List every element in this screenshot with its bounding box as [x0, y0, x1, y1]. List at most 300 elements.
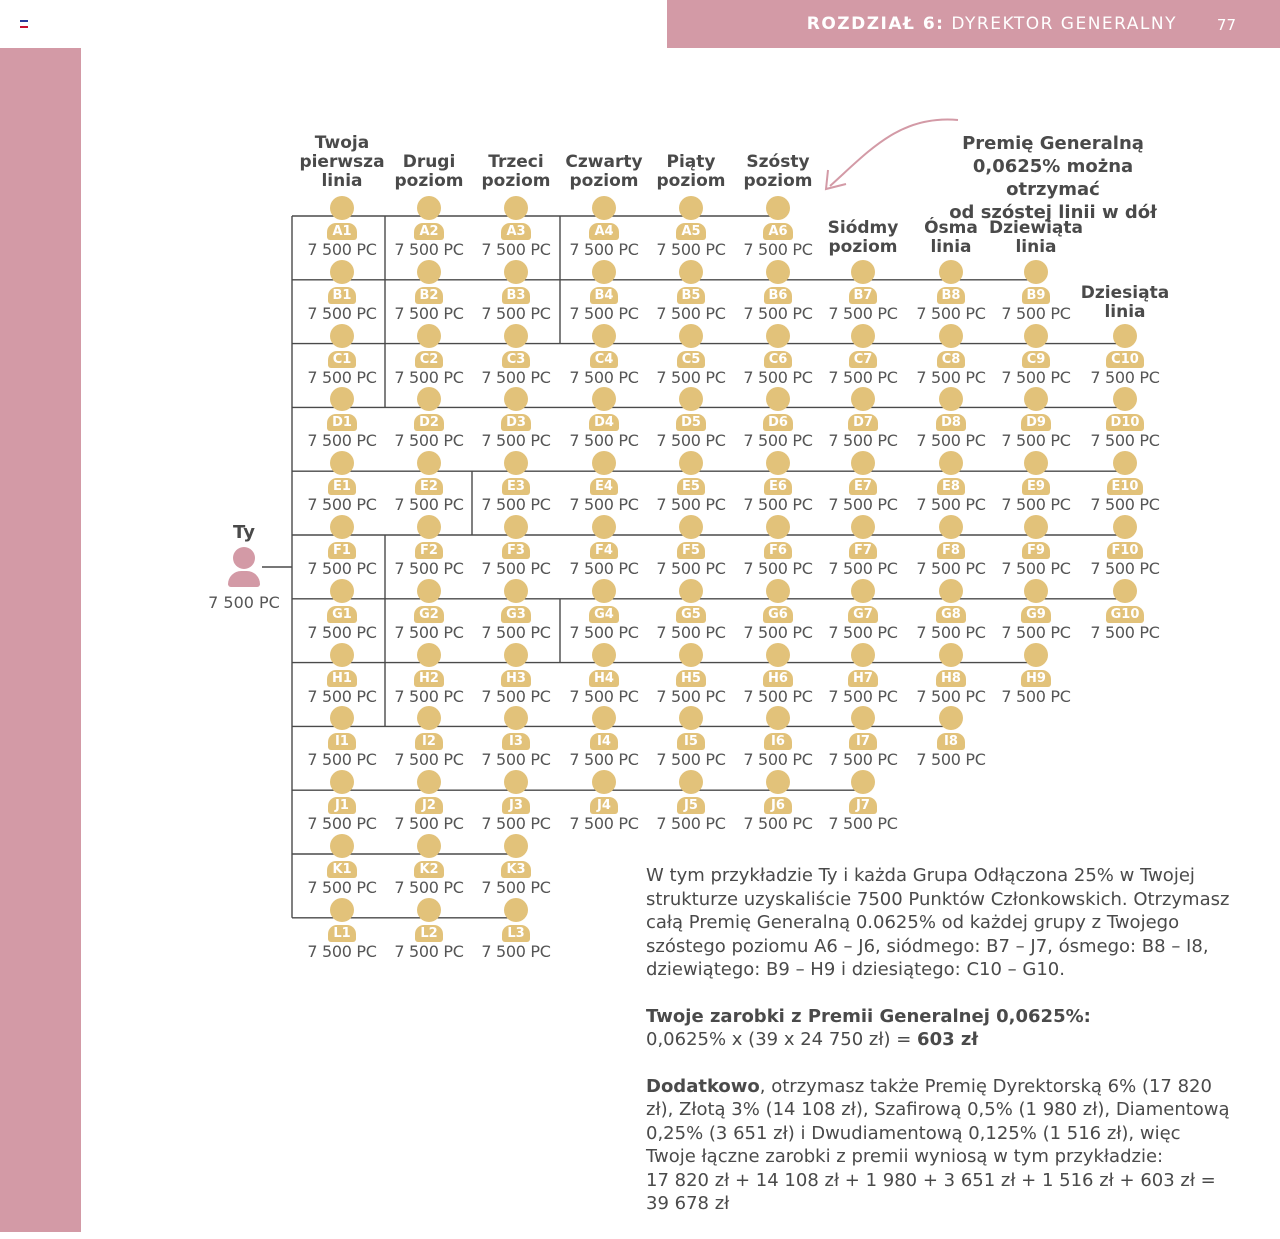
member-id: B4	[590, 287, 619, 304]
member-id: C8	[937, 351, 966, 368]
person-icon	[1113, 387, 1137, 411]
chapter-number: ROZDZIAŁ 6:	[806, 14, 945, 34]
column-label: Siódmy poziom	[827, 218, 899, 257]
member-pc: 7 500 PC	[481, 622, 551, 642]
person-icon	[766, 643, 790, 667]
member-pc: 7 500 PC	[569, 431, 639, 451]
member-node	[991, 451, 1081, 514]
extra-lead: Dodatkowo	[646, 1075, 760, 1097]
member-id: E4	[590, 478, 618, 495]
member-node	[733, 260, 823, 323]
member-id: I7	[849, 733, 877, 750]
member-id: G3	[501, 606, 531, 623]
member-node	[646, 451, 736, 514]
person-icon	[851, 515, 875, 539]
earnings-paragraph	[646, 1005, 1236, 1052]
member-node	[297, 451, 387, 514]
member-pc: 7 500 PC	[916, 367, 986, 387]
member-node	[297, 387, 387, 450]
member-id: L3	[502, 925, 530, 942]
member-id: A4	[589, 223, 618, 240]
person-icon	[679, 706, 703, 730]
member-pc: 7 500 PC	[307, 240, 377, 259]
person-icon	[766, 579, 790, 603]
person-icon	[1113, 324, 1137, 348]
member-id: G9	[1021, 606, 1051, 623]
member-pc: 7 500 PC	[656, 814, 726, 834]
member-node	[733, 770, 823, 833]
member-id: B9	[1022, 287, 1051, 304]
person-icon	[851, 451, 875, 475]
member-id: G8	[936, 606, 966, 623]
person-icon	[330, 324, 354, 348]
person-icon	[592, 260, 616, 284]
member-pc: 7 500 PC	[307, 814, 377, 834]
member-node	[733, 515, 823, 578]
member-node	[297, 643, 387, 706]
column-label: Drugi poziom	[394, 152, 464, 191]
annotation-text: Premię Generalną 0,0625% można otrzymać od szóstej linii w dół	[949, 133, 1157, 223]
member-node	[471, 515, 561, 578]
person-icon	[1024, 515, 1048, 539]
member-id: E1	[328, 478, 356, 495]
member-node	[559, 260, 649, 323]
member-node	[471, 196, 561, 259]
member-node	[906, 324, 996, 387]
member-node	[991, 387, 1081, 450]
person-icon	[504, 451, 528, 475]
member-pc: 7 500 PC	[743, 303, 813, 323]
earnings-formula: 0,0625% x (39 x 24 750 zł) =	[646, 1029, 912, 1050]
member-node	[991, 579, 1081, 642]
member-id: J7	[849, 797, 877, 814]
member-pc: 7 500 PC	[656, 495, 726, 515]
person-icon	[1024, 260, 1048, 284]
member-pc: 7 500 PC	[656, 686, 726, 706]
member-id: J4	[590, 797, 618, 814]
person-icon	[417, 834, 441, 858]
member-pc: 7 500 PC	[743, 750, 813, 770]
person-icon	[766, 387, 790, 411]
member-id: G7	[848, 606, 878, 623]
member-node	[646, 770, 736, 833]
member-id: K3	[501, 861, 530, 878]
person-icon	[417, 898, 441, 922]
member-node	[906, 260, 996, 323]
person-icon	[1024, 579, 1048, 603]
member-id: J1	[328, 797, 356, 814]
member-pc: 7 500 PC	[1001, 686, 1071, 706]
member-pc: 7 500 PC	[481, 686, 551, 706]
member-node	[471, 260, 561, 323]
person-icon	[330, 451, 354, 475]
member-pc: 7 500 PC	[828, 559, 898, 578]
person-icon	[417, 579, 441, 603]
member-node	[384, 515, 474, 578]
person-icon	[504, 260, 528, 284]
member-node	[384, 579, 474, 642]
person-icon	[592, 196, 616, 220]
member-pc: 7 500 PC	[743, 559, 813, 578]
member-pc: 7 500 PC	[743, 686, 813, 706]
member-id: E10	[1107, 478, 1144, 495]
person-icon	[939, 643, 963, 667]
member-pc: 7 500 PC	[916, 750, 986, 770]
member-pc: 7 500 PC	[481, 495, 551, 515]
column-label: Twoja pierwsza linia	[299, 133, 385, 191]
member-node	[818, 770, 908, 833]
you-label: Ty	[233, 522, 255, 543]
member-node	[471, 706, 561, 769]
member-node	[906, 451, 996, 514]
member-id: D1	[327, 414, 357, 431]
member-id: C7	[849, 351, 878, 368]
member-id: G1	[327, 606, 357, 623]
member-pc: 7 500 PC	[916, 431, 986, 451]
member-pc: 7 500 PC	[828, 495, 898, 515]
person-icon	[330, 706, 354, 730]
member-id: B6	[764, 287, 793, 304]
person-icon	[417, 196, 441, 220]
member-node	[1080, 515, 1170, 578]
person-icon	[592, 324, 616, 348]
person-icon	[939, 579, 963, 603]
member-pc: 7 500 PC	[394, 367, 464, 387]
member-node	[733, 196, 823, 259]
member-id: A6	[763, 223, 792, 240]
member-node	[559, 451, 649, 514]
member-pc: 7 500 PC	[394, 686, 464, 706]
person-icon	[504, 706, 528, 730]
person-icon	[330, 643, 354, 667]
member-node	[384, 196, 474, 259]
person-icon	[504, 898, 528, 922]
member-node	[906, 579, 996, 642]
member-pc: 7 500 PC	[307, 941, 377, 961]
member-node	[297, 260, 387, 323]
member-pc: 7 500 PC	[569, 559, 639, 578]
member-pc: 7 500 PC	[743, 431, 813, 451]
member-id: D2	[414, 414, 444, 431]
member-id: H8	[936, 670, 966, 687]
member-pc: 7 500 PC	[394, 622, 464, 642]
member-node	[559, 515, 649, 578]
member-pc: 7 500 PC	[394, 240, 464, 259]
member-pc: 7 500 PC	[481, 559, 551, 578]
member-id: B7	[849, 287, 878, 304]
member-node	[733, 324, 823, 387]
member-pc: 7 500 PC	[743, 814, 813, 834]
person-icon	[851, 770, 875, 794]
member-id: A2	[414, 223, 443, 240]
person-icon	[1024, 324, 1048, 348]
member-node	[559, 196, 649, 259]
member-id: H1	[327, 670, 357, 687]
member-id: B2	[415, 287, 444, 304]
member-pc: 7 500 PC	[481, 750, 551, 770]
member-pc: 7 500 PC	[394, 495, 464, 515]
member-id: G4	[589, 606, 619, 623]
member-node	[297, 770, 387, 833]
member-pc: 7 500 PC	[307, 431, 377, 451]
person-icon	[592, 706, 616, 730]
member-id: D10	[1106, 414, 1145, 431]
column-label: Dziewiąta linia	[989, 218, 1083, 257]
member-pc: 7 500 PC	[481, 814, 551, 834]
member-id: I2	[415, 733, 443, 750]
member-node	[646, 579, 736, 642]
member-pc: 7 500 PC	[828, 750, 898, 770]
member-id: A5	[676, 223, 705, 240]
member-id: F7	[849, 542, 877, 559]
person-icon	[504, 770, 528, 794]
column-label: Trzeci poziom	[481, 152, 551, 191]
explanation-text	[646, 864, 1236, 1239]
member-node	[297, 196, 387, 259]
person-icon	[766, 260, 790, 284]
person-icon	[417, 515, 441, 539]
member-id: H5	[676, 670, 706, 687]
member-id: H4	[589, 670, 619, 687]
member-id: D3	[501, 414, 531, 431]
person-icon	[330, 770, 354, 794]
person-icon	[939, 387, 963, 411]
person-icon	[417, 706, 441, 730]
member-node	[559, 706, 649, 769]
person-icon	[679, 770, 703, 794]
member-id: H2	[414, 670, 444, 687]
member-pc: 7 500 PC	[569, 495, 639, 515]
member-node	[559, 579, 649, 642]
person-icon	[679, 579, 703, 603]
member-pc: 7 500 PC	[307, 750, 377, 770]
member-node	[297, 706, 387, 769]
member-pc: 7 500 PC	[916, 495, 986, 515]
member-pc: 7 500 PC	[1001, 495, 1071, 515]
person-icon	[1113, 515, 1137, 539]
member-pc: 7 500 PC	[656, 750, 726, 770]
person-icon	[1024, 387, 1048, 411]
member-pc: 7 500 PC	[916, 303, 986, 323]
member-pc: 7 500 PC	[569, 622, 639, 642]
member-id: I5	[677, 733, 705, 750]
member-node	[559, 643, 649, 706]
person-icon	[330, 515, 354, 539]
member-id: I4	[590, 733, 618, 750]
member-pc: 7 500 PC	[394, 559, 464, 578]
member-node	[471, 324, 561, 387]
member-id: A1	[327, 223, 356, 240]
member-node	[297, 515, 387, 578]
member-pc: 7 500 PC	[394, 750, 464, 770]
member-node	[559, 770, 649, 833]
person-icon	[330, 834, 354, 858]
member-id: C10	[1106, 351, 1144, 368]
member-pc: 7 500 PC	[1090, 431, 1160, 451]
person-icon	[679, 643, 703, 667]
intro-paragraph: W tym przykładzie Ty i każda Grupa Odłączona 25% w Twojej strukturze uzyskaliście 7500 Punktów Członkowskich. Otrzymasz całą Premię Generalną 0.0625% od każdej grupy z Twojego szóstego poziomu A6 – J6, siódmego: B7 – J7, ósmego: B8 – I8, dziewiątego: B9 – H9 i dziesiątego: C10 – G10.	[646, 865, 1230, 980]
member-id: H6	[763, 670, 793, 687]
person-icon	[592, 579, 616, 603]
person-icon	[766, 451, 790, 475]
chapter-name: DYREKTOR GENERALNY	[951, 14, 1177, 34]
person-icon	[417, 770, 441, 794]
member-pc: 7 500 PC	[569, 240, 639, 259]
column-label: Czwarty poziom	[565, 152, 643, 191]
member-pc: 7 500 PC	[828, 814, 898, 834]
member-id: C6	[764, 351, 793, 368]
person-icon	[330, 579, 354, 603]
member-node	[906, 706, 996, 769]
member-node	[818, 387, 908, 450]
member-pc: 7 500 PC	[481, 240, 551, 259]
person-icon	[679, 515, 703, 539]
member-pc: 7 500 PC	[916, 686, 986, 706]
member-pc: 7 500 PC	[307, 878, 377, 897]
member-pc: 7 500 PC	[1001, 559, 1071, 578]
member-id: C2	[415, 351, 444, 368]
member-id: E6	[764, 478, 792, 495]
person-icon	[233, 547, 255, 569]
person-icon	[851, 324, 875, 348]
person-icon	[417, 643, 441, 667]
member-id: K2	[414, 861, 443, 878]
member-pc: 7 500 PC	[743, 622, 813, 642]
person-icon	[592, 770, 616, 794]
person-icon	[939, 324, 963, 348]
member-pc: 7 500 PC	[481, 303, 551, 323]
member-id: E8	[937, 478, 965, 495]
member-id: H7	[848, 670, 878, 687]
member-node	[646, 515, 736, 578]
member-pc: 7 500 PC	[1090, 367, 1160, 387]
member-pc: 7 500 PC	[743, 240, 813, 259]
member-pc: 7 500 PC	[307, 303, 377, 323]
member-node	[733, 387, 823, 450]
person-icon	[766, 196, 790, 220]
person-icon	[679, 324, 703, 348]
member-pc: 7 500 PC	[656, 303, 726, 323]
person-icon	[679, 387, 703, 411]
member-id: C3	[502, 351, 531, 368]
member-id: G2	[414, 606, 444, 623]
member-pc: 7 500 PC	[481, 878, 551, 897]
member-pc: 7 500 PC	[656, 240, 726, 259]
member-pc: 7 500 PC	[307, 559, 377, 578]
member-pc: 7 500 PC	[307, 686, 377, 706]
member-node	[384, 260, 474, 323]
member-node	[384, 451, 474, 514]
member-pc: 7 500 PC	[481, 941, 551, 961]
member-node	[384, 706, 474, 769]
you-pc: 7 500 PC	[208, 593, 280, 612]
member-pc: 7 500 PC	[569, 750, 639, 770]
member-node	[818, 260, 908, 323]
member-pc: 7 500 PC	[828, 622, 898, 642]
member-pc: 7 500 PC	[656, 622, 726, 642]
member-node	[733, 451, 823, 514]
member-node	[1080, 387, 1170, 450]
member-id: G10	[1106, 606, 1145, 623]
member-node	[818, 706, 908, 769]
member-node	[384, 898, 474, 961]
member-pc: 7 500 PC	[394, 878, 464, 897]
person-icon	[766, 706, 790, 730]
member-pc: 7 500 PC	[307, 495, 377, 515]
person-icon	[939, 451, 963, 475]
member-id: B3	[502, 287, 531, 304]
member-id: B5	[677, 287, 706, 304]
member-pc: 7 500 PC	[828, 367, 898, 387]
person-icon	[592, 515, 616, 539]
member-node	[906, 643, 996, 706]
member-id: L1	[328, 925, 356, 942]
member-node	[471, 898, 561, 961]
person-icon	[330, 260, 354, 284]
member-id: D7	[848, 414, 878, 431]
member-node	[297, 898, 387, 961]
member-node	[991, 643, 1081, 706]
member-pc: 7 500 PC	[394, 941, 464, 961]
person-icon	[330, 898, 354, 922]
member-node	[1080, 579, 1170, 642]
person-icon	[939, 515, 963, 539]
person-icon	[851, 706, 875, 730]
person-icon	[592, 643, 616, 667]
member-id: J3	[502, 797, 530, 814]
member-node	[818, 451, 908, 514]
person-icon	[504, 643, 528, 667]
member-node	[559, 387, 649, 450]
member-node	[646, 387, 736, 450]
member-pc: 7 500 PC	[656, 367, 726, 387]
person-icon	[417, 387, 441, 411]
person-icon	[330, 196, 354, 220]
member-node	[1080, 451, 1170, 514]
person-body	[228, 571, 260, 587]
column-label: Piąty poziom	[656, 152, 726, 191]
column-label: Dziesiąta linia	[1080, 283, 1170, 322]
member-id: D4	[589, 414, 619, 431]
person-icon	[679, 196, 703, 220]
member-pc: 7 500 PC	[569, 303, 639, 323]
member-pc: 7 500 PC	[394, 431, 464, 451]
member-pc: 7 500 PC	[1001, 303, 1071, 323]
member-pc: 7 500 PC	[481, 431, 551, 451]
member-node	[384, 324, 474, 387]
member-node	[818, 324, 908, 387]
member-pc: 7 500 PC	[394, 814, 464, 834]
member-id: C1	[328, 351, 357, 368]
member-node	[906, 515, 996, 578]
person-icon	[1024, 643, 1048, 667]
member-id: F8	[937, 542, 965, 559]
member-node	[297, 324, 387, 387]
member-node	[906, 387, 996, 450]
member-node	[646, 706, 736, 769]
person-icon	[851, 579, 875, 603]
member-node	[471, 387, 561, 450]
member-id: E5	[677, 478, 705, 495]
member-node	[991, 324, 1081, 387]
person-icon	[504, 196, 528, 220]
column-label: Szósty poziom	[743, 152, 813, 191]
member-pc: 7 500 PC	[916, 622, 986, 642]
member-node	[471, 579, 561, 642]
person-icon	[592, 451, 616, 475]
member-pc: 7 500 PC	[307, 622, 377, 642]
member-pc: 7 500 PC	[1001, 431, 1071, 451]
